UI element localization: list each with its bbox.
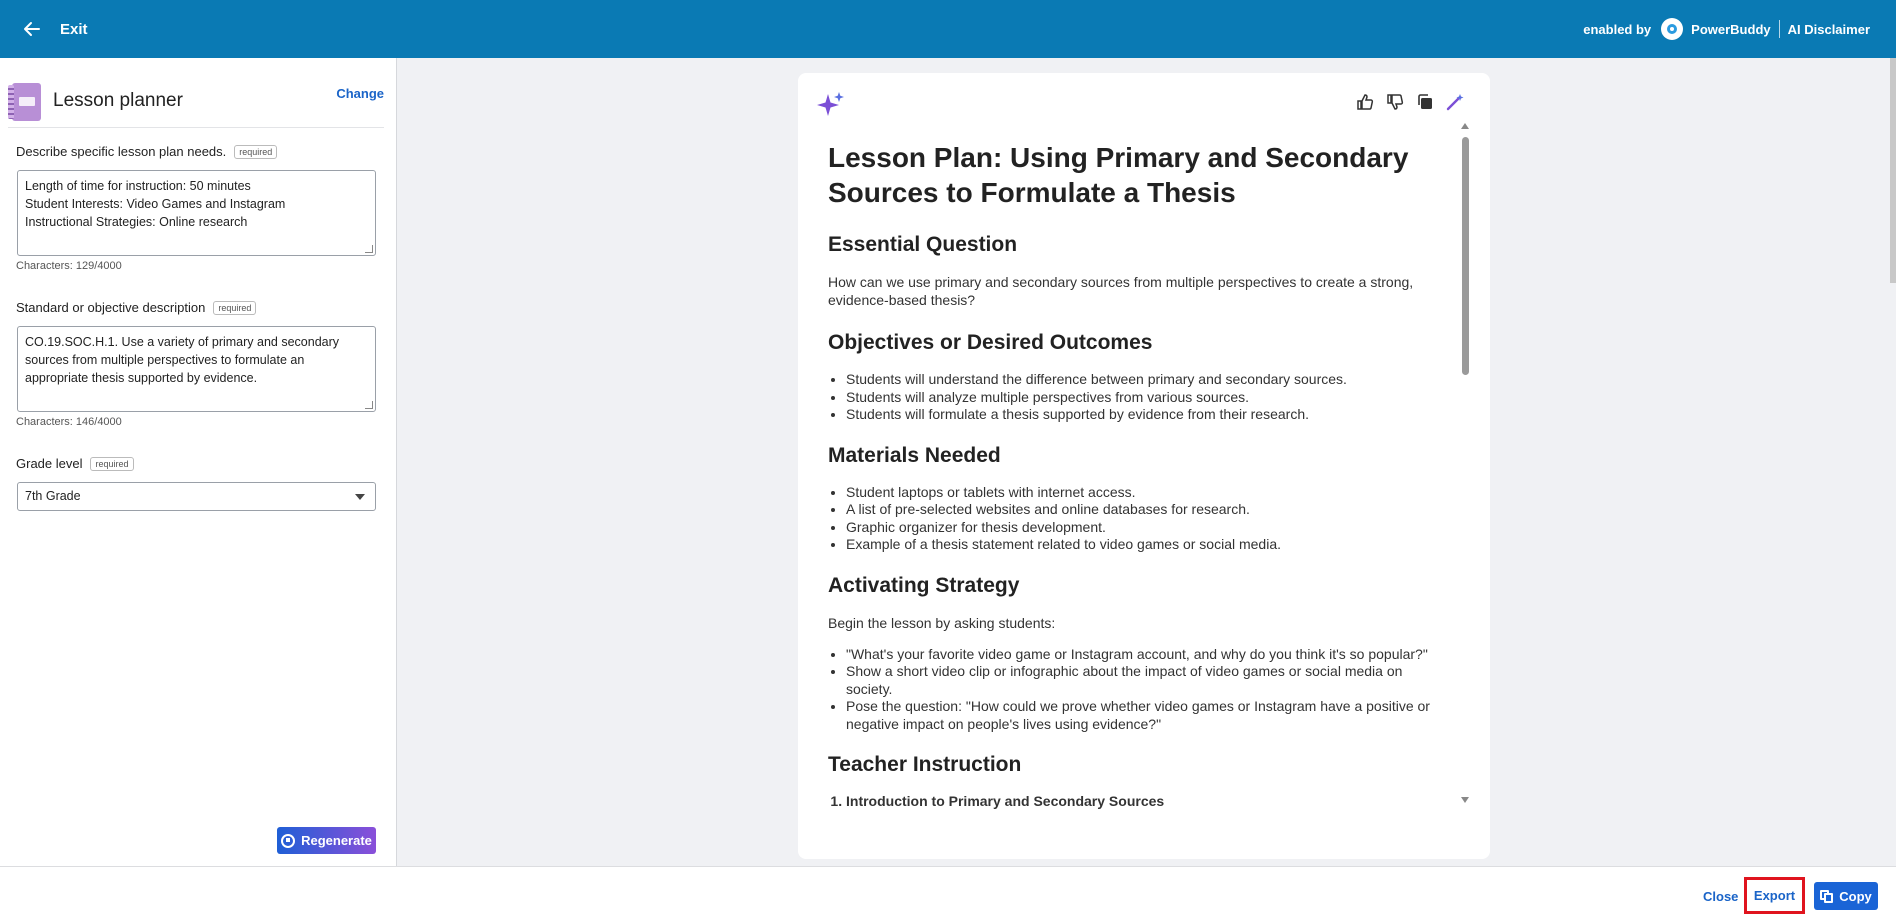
- list-item: • Show a short video clip or infographic about the impact of video games or social media on society.: [846, 663, 1448, 698]
- divider: [1779, 20, 1780, 38]
- required-badge: required: [213, 301, 256, 315]
- arrow-left-icon: [22, 19, 42, 39]
- powerbuddy-attribution: [1583, 0, 1870, 58]
- resize-grip-icon[interactable]: [365, 401, 373, 409]
- ai-disclaimer-link[interactable]: AI Disclaimer: [1787, 21, 1870, 37]
- standard-label-text: Standard or objective description: [16, 300, 206, 315]
- grade-select-value: 7th Grade: [25, 489, 81, 503]
- list-item: 1. Introduction to Primary and Secondary Sources: [846, 793, 1448, 811]
- powerbuddy-logo-icon: [1661, 18, 1683, 40]
- lesson-needs-label: [16, 144, 277, 159]
- list-item: • Pose the question: "How could we prove whether video games or Instagram have a positive or negative impact on people's lives using evidence?": [846, 698, 1448, 733]
- section-heading: Materials Needed: [828, 443, 1001, 467]
- copy-icon[interactable]: [1416, 93, 1434, 111]
- regenerate-button[interactable]: [277, 827, 376, 854]
- list-item: • Students will formulate a thesis supported by evidence from their research.: [846, 406, 1448, 424]
- footer-bar: [0, 866, 1896, 923]
- exit-button[interactable]: [22, 19, 88, 39]
- chevron-down-icon: [355, 494, 365, 500]
- section-paragraph: Begin the lesson by asking students:: [828, 614, 1056, 631]
- scroll-thumb[interactable]: [1462, 137, 1469, 375]
- page-scrollbar[interactable]: [1890, 58, 1896, 283]
- notebook-icon: [8, 83, 41, 121]
- close-button[interactable]: Close: [1703, 889, 1739, 904]
- section-paragraph: How can we use primary and secondary sources from multiple perspectives to create a strong, evidence-based thesis?: [828, 274, 1414, 308]
- lesson-plan-title: Lesson Plan: Using Primary and Secondary Sources to Formulate a Thesis: [828, 142, 1409, 208]
- lesson-needs-textarea[interactable]: Length of time for instruction: 50 minutes Student Interests: Video Games and Instagram Instructional Strategies: Online research: [17, 170, 376, 256]
- magic-wand-icon[interactable]: [1446, 93, 1464, 111]
- copy-icon: [1820, 890, 1833, 903]
- sparkle-icon: [816, 90, 846, 120]
- section-heading: Objectives or Desired Outcomes: [828, 331, 1153, 354]
- top-bar: [0, 0, 1896, 58]
- copy-label: Copy: [1839, 888, 1872, 904]
- lesson-form-panel: [0, 58, 397, 866]
- scroll-down-icon[interactable]: [1461, 797, 1469, 803]
- brand-name: PowerBuddy: [1691, 21, 1771, 37]
- list-item: • Students will analyze multiple perspectives from various sources.: [846, 389, 1448, 407]
- list-item: • Student laptops or tablets with internet access.: [846, 484, 1448, 502]
- grade-label: [16, 456, 134, 471]
- lesson-needs-label-text: Describe specific lesson plan needs.: [16, 144, 227, 159]
- copy-button[interactable]: [1814, 882, 1878, 910]
- tool-title: Lesson planner: [53, 89, 183, 111]
- section-heading: Essential Question: [828, 233, 1018, 256]
- grade-label-text: Grade level: [16, 456, 83, 471]
- list-item: • A list of pre-selected websites and online databases for research.: [846, 501, 1448, 519]
- lesson-plan-content: [828, 140, 1448, 850]
- grade-select[interactable]: [17, 482, 376, 511]
- required-badge: required: [90, 457, 133, 471]
- regenerate-icon: [281, 834, 295, 848]
- enabled-by-text: enabled by: [1583, 21, 1652, 37]
- section-heading: Teacher Instruction: [828, 753, 1022, 776]
- export-label: Export: [1753, 888, 1796, 903]
- exit-label: Exit: [60, 20, 88, 38]
- resize-grip-icon[interactable]: [365, 245, 373, 253]
- lesson-needs-counter: Characters: 129/4000: [16, 260, 122, 272]
- standard-textarea[interactable]: CO.19.SOC.H.1. Use a variety of primary and secondary sources from multiple perspectives to formulate an appropriate thesis supported by evidence.: [17, 326, 376, 412]
- lesson-plan-output-card: [798, 73, 1490, 859]
- output-scrollbar[interactable]: [1461, 123, 1470, 803]
- objectives-list: [828, 371, 1448, 424]
- section-heading: Activating Strategy: [828, 573, 1020, 597]
- list-item: • Students will understand the difference between primary and secondary sources.: [846, 371, 1448, 389]
- thumbs-down-icon[interactable]: [1386, 93, 1404, 111]
- list-item: • Graphic organizer for thesis development.: [846, 519, 1448, 537]
- activating-list: [828, 646, 1448, 734]
- materials-list: [828, 484, 1448, 554]
- change-tool-link[interactable]: Change: [336, 86, 384, 101]
- list-item: • "What's your favorite video game or Instagram account, and why do you think it's so popular?": [846, 646, 1448, 664]
- export-button[interactable]: [1744, 877, 1805, 914]
- scroll-up-icon[interactable]: [1461, 123, 1469, 129]
- output-actions: [1356, 93, 1464, 111]
- tool-header: [8, 86, 384, 128]
- thumbs-up-icon[interactable]: [1356, 93, 1374, 111]
- required-badge: required: [234, 145, 277, 159]
- regenerate-label: Regenerate: [301, 833, 372, 848]
- standard-counter: Characters: 146/4000: [16, 416, 122, 428]
- teacher-instruction-list: [828, 793, 1448, 811]
- standard-label: [16, 300, 256, 315]
- list-item: • Example of a thesis statement related to video games or social media.: [846, 536, 1448, 554]
